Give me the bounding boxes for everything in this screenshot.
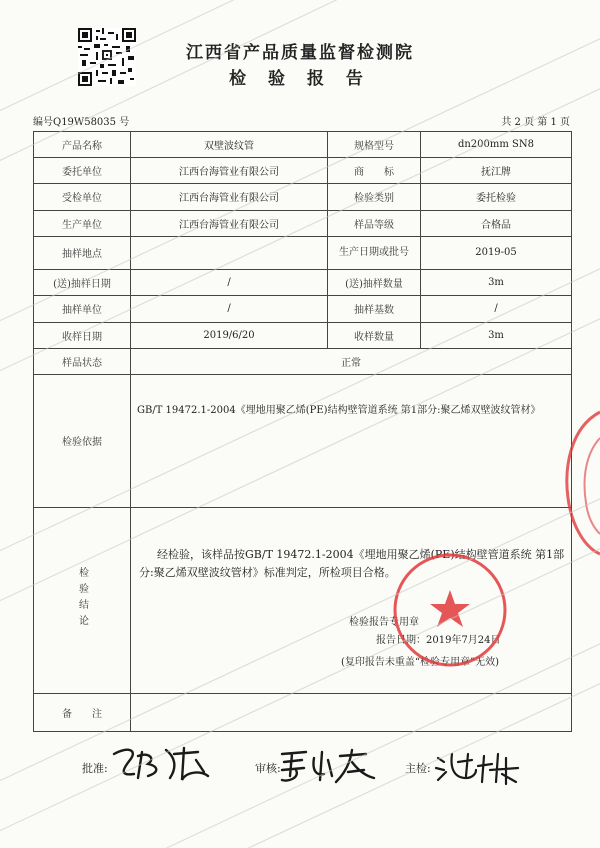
page-info: 共 2 页 第 1 页 bbox=[501, 117, 570, 128]
category-label: 检验类别 bbox=[328, 184, 421, 210]
state-label: 样品状态 bbox=[34, 348, 131, 374]
basis-label: 检验依据 bbox=[34, 374, 131, 507]
official-stamp bbox=[388, 548, 512, 672]
send-qty-value: 3m bbox=[421, 270, 572, 296]
send-date-label: (送)抽样日期 bbox=[34, 270, 131, 296]
table-row bbox=[34, 132, 572, 158]
conclusion-label bbox=[34, 507, 131, 693]
send-qty-label: (送)抽样数量 bbox=[328, 270, 421, 296]
brand-label: 商 标 bbox=[328, 158, 421, 184]
producer-label: 生产单位 bbox=[34, 210, 131, 236]
table-row bbox=[34, 374, 572, 507]
basis-text: GB/T 19472.1-2004《埋地用聚乙烯(PE)结构壁管道系统 第1部分:聚乙烯双壁波纹管材》 bbox=[137, 404, 541, 416]
product-name-value: 双壁波纹管 bbox=[131, 132, 328, 158]
basis-value bbox=[131, 374, 572, 507]
report-number: 编号Q19W58035 号 bbox=[33, 117, 130, 128]
seal-caption: 检验报告专用章 bbox=[349, 616, 419, 628]
approve-label: 批准: bbox=[82, 762, 108, 775]
table-row bbox=[34, 322, 572, 348]
producer-value: 江西台海管业有限公司 bbox=[131, 210, 328, 236]
sample-base-value: / bbox=[421, 296, 572, 322]
brand-value: 抚江牌 bbox=[421, 158, 572, 184]
table-row bbox=[34, 694, 572, 732]
main-signature bbox=[432, 748, 524, 786]
spec-label: 规格型号 bbox=[328, 132, 421, 158]
remarks-label: 备 注 bbox=[34, 694, 131, 732]
prod-date-label: 生产日期或批号 bbox=[328, 236, 421, 270]
table-row bbox=[34, 296, 572, 322]
recv-date-value: 2019/6/20 bbox=[131, 322, 328, 348]
recv-qty-value: 3m bbox=[421, 322, 572, 348]
prod-date-value: 2019-05 bbox=[421, 236, 572, 270]
grade-value: 合格品 bbox=[421, 210, 572, 236]
conclusion-label-text: 检验结论 bbox=[76, 567, 88, 632]
sample-place-label: 抽样地点 bbox=[34, 236, 131, 270]
review-label: 审核: bbox=[255, 762, 281, 775]
edge-stamp bbox=[560, 408, 600, 558]
remarks-value bbox=[131, 694, 572, 732]
table-row bbox=[34, 158, 572, 184]
spec-value: dn200mm SN8 bbox=[421, 132, 572, 158]
table-row bbox=[34, 348, 572, 374]
table-row bbox=[34, 184, 572, 210]
table-row bbox=[34, 236, 572, 270]
state-value: 正常 bbox=[131, 348, 572, 374]
institute-title: 江西省产品质量监督检测院 bbox=[186, 43, 414, 63]
issue-date: 报告日期：2019年7月24日 bbox=[376, 634, 501, 646]
product-name-label: 产品名称 bbox=[34, 132, 131, 158]
client-value: 江西台海管业有限公司 bbox=[131, 158, 328, 184]
recv-date-label: 收样日期 bbox=[34, 322, 131, 348]
report-title: 检 验 报 告 bbox=[229, 69, 371, 89]
send-date-value: / bbox=[131, 270, 328, 296]
main-label: 主检: bbox=[405, 762, 431, 775]
table-row bbox=[34, 270, 572, 296]
recv-qty-label: 收样数量 bbox=[328, 322, 421, 348]
category-value: 委托检验 bbox=[421, 184, 572, 210]
sampler-label: 抽样单位 bbox=[34, 296, 131, 322]
copy-note: (复印报告未重盖“检验专用章”无效) bbox=[341, 656, 500, 668]
table-row bbox=[34, 210, 572, 236]
grade-label: 样品等级 bbox=[328, 210, 421, 236]
inspected-value: 江西台海管业有限公司 bbox=[131, 184, 328, 210]
sample-place-value bbox=[131, 236, 328, 270]
inspected-label: 受检单位 bbox=[34, 184, 131, 210]
sample-base-label: 抽样基数 bbox=[328, 296, 421, 322]
review-signature bbox=[278, 746, 378, 786]
sampler-value: / bbox=[131, 296, 328, 322]
client-label: 委托单位 bbox=[34, 158, 131, 184]
approve-signature bbox=[108, 742, 218, 784]
conclusion-text: 经检验，该样品按GB/T 19472.1-2004《埋地用聚乙烯(PE)结构壁管道系统 第1部分:聚乙烯双壁波纹管材》标准判定，所检项目合格。 bbox=[139, 547, 565, 579]
